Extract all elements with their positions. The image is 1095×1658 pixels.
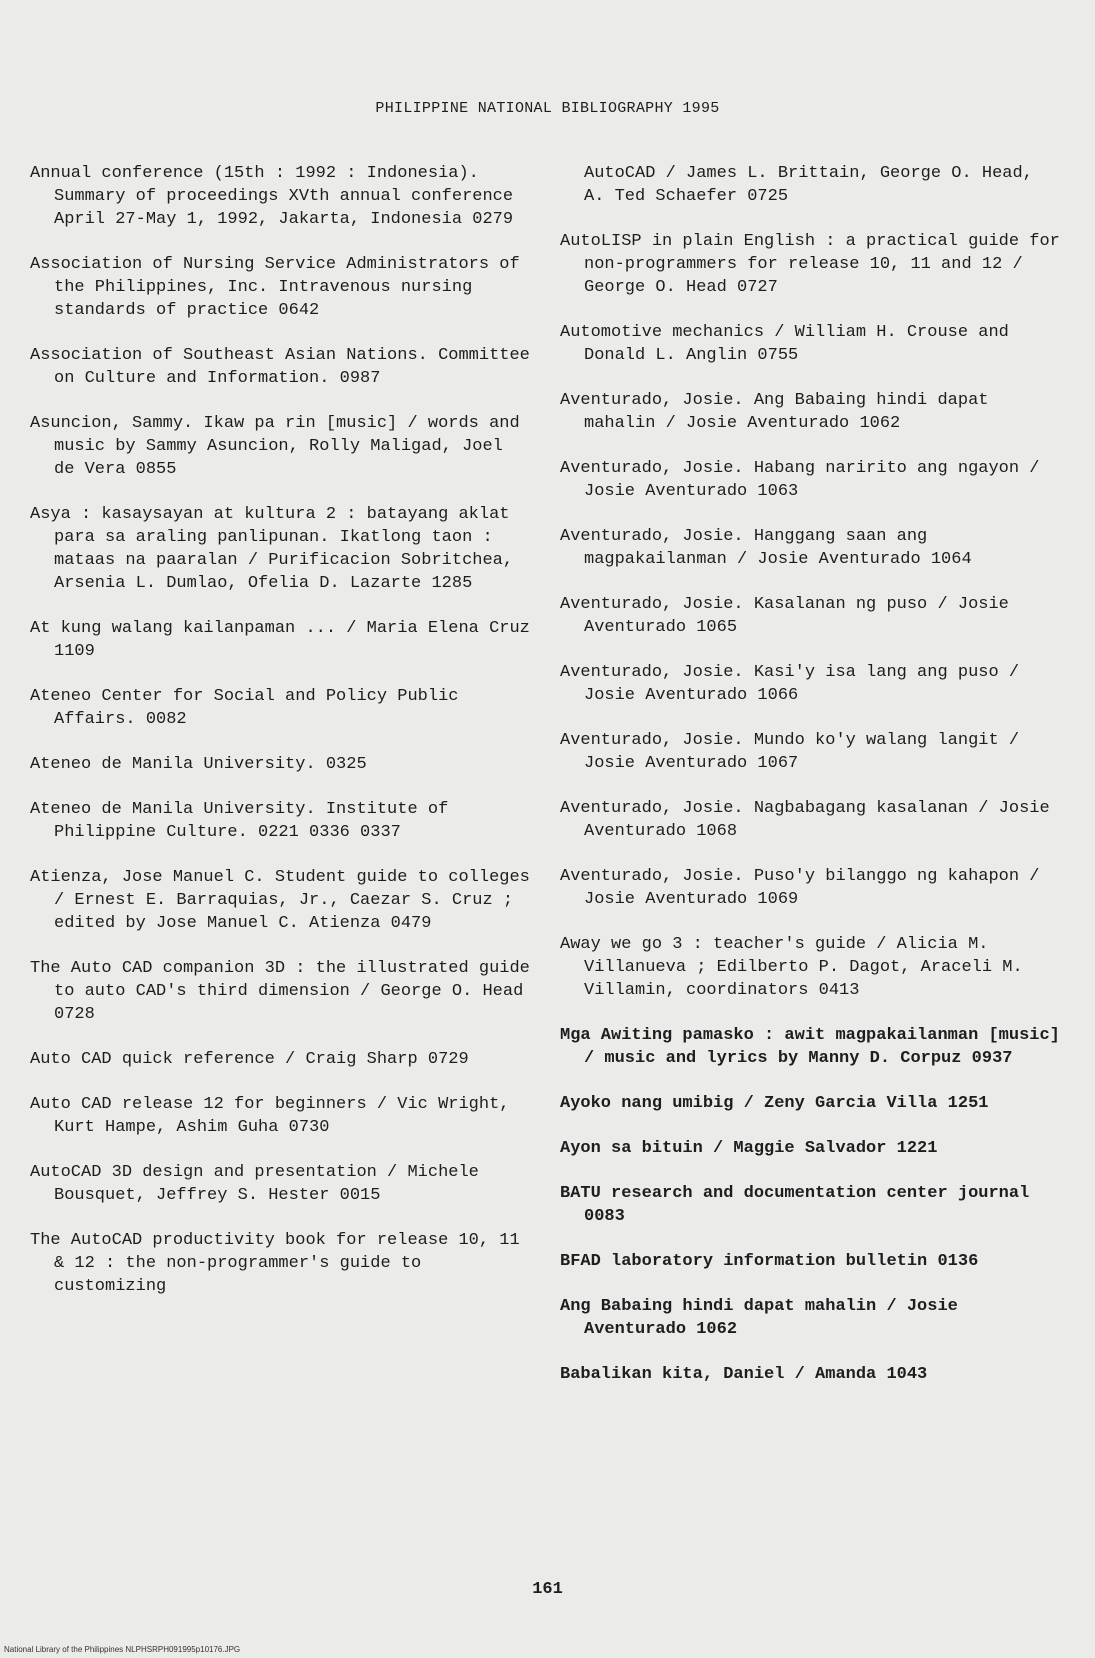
right-column — [560, 162, 1060, 1408]
bib-entry: The Auto CAD companion 3D : the illustrated guide to auto CAD's third dimension / George O. Head 0728 — [30, 959, 530, 1024]
page-number: 161 — [532, 1580, 563, 1599]
bib-entry-continued: AutoCAD / James L. Brittain, George O. Head, A. Ted Schaefer 0725 — [584, 164, 1033, 206]
left-column — [30, 162, 530, 1320]
bib-entry: BATU research and documentation center journal 0083 — [560, 1184, 1030, 1226]
bib-entry: AutoCAD 3D design and presentation / Michele Bousquet, Jeffrey S. Hester 0015 — [30, 1163, 479, 1205]
bib-entry: Annual conference (15th : 1992 : Indonesia). Summary of proceedings XVth annual conference April 27-May 1, 1992, Jakarta, Indonesia 0279 — [30, 164, 514, 229]
bib-entry: BFAD laboratory information bulletin 0136 — [560, 1252, 979, 1271]
scan-footer: National Library of the Philippines NLPHSRPH091995p10176.JPG — [4, 1645, 241, 1654]
bib-entry: Away we go 3 : teacher's guide / Alicia M. Villanueva ; Edilberto P. Dagot, Araceli M. Villamin, coordinators 0413 — [560, 935, 1023, 1000]
bib-entry: Association of Nursing Service Administrators of the Philippines, Inc. Intravenous nursing standards of practice 0642 — [30, 255, 520, 320]
bib-entry: Ateneo de Manila University. Institute of Philippine Culture. 0221 0336 0337 — [30, 800, 449, 842]
bib-entry: AutoLISP in plain English : a practical guide for non-programmers for release 10, 11 and 12 / George O. Head 0727 — [560, 232, 1060, 297]
bib-entry: Aventurado, Josie. Habang naririto ang ngayon / Josie Aventurado 1063 — [560, 459, 1040, 501]
bib-entry: Automotive mechanics / William H. Crouse and Donald L. Anglin 0755 — [560, 323, 1009, 365]
bib-entry: Asuncion, Sammy. Ikaw pa rin [music] / words and music by Sammy Asuncion, Rolly Maligad, Joel de Vera 0855 — [30, 414, 520, 479]
bib-entry: The AutoCAD productivity book for release 10, 11 & 12 : the non-programmer's guide to customizing — [30, 1231, 520, 1296]
bib-entry: Babalikan kita, Daniel / Amanda 1043 — [560, 1365, 928, 1384]
bib-entry: Aventurado, Josie. Kasalanan ng puso / Josie Aventurado 1065 — [560, 595, 1009, 637]
bib-entry: Aventurado, Josie. Ang Babaing hindi dapat mahalin / Josie Aventurado 1062 — [560, 391, 989, 433]
bib-entry: Ayon sa bituin / Maggie Salvador 1221 — [560, 1139, 938, 1158]
bib-entry: Ang Babaing hindi dapat mahalin / Josie Aventurado 1062 — [560, 1297, 958, 1339]
bib-entry: Aventurado, Josie. Nagbabagang kasalanan / Josie Aventurado 1068 — [560, 799, 1050, 841]
bib-entry: Aventurado, Josie. Puso'y bilanggo ng kahapon / Josie Aventurado 1069 — [560, 867, 1040, 909]
bib-entry: Auto CAD quick reference / Craig Sharp 0729 — [30, 1050, 469, 1069]
bib-entry: Ateneo de Manila University. 0325 — [30, 755, 367, 774]
bib-entry: Asya : kasaysayan at kultura 2 : batayang aklat para sa araling panlipunan. Ikatlong taon : mataas na paaralan / Purificacion Sobritchea, Arsenia L. Dumlao, Ofelia D. Lazarte 1285 — [30, 505, 514, 593]
bib-entry: Ayoko nang umibig / Zeny Garcia Villa 1251 — [560, 1094, 989, 1113]
bib-entry: Aventurado, Josie. Hanggang saan ang magpakailanman / Josie Aventurado 1064 — [560, 527, 972, 569]
page-header: PHILIPPINE NATIONAL BIBLIOGRAPHY 1995 — [375, 100, 720, 117]
bib-entry: At kung walang kailanpaman ... / Maria Elena Cruz 1109 — [30, 619, 530, 661]
bib-entry: Aventurado, Josie. Mundo ko'y walang langit / Josie Aventurado 1067 — [560, 731, 1020, 773]
bib-entry: Auto CAD release 12 for beginners / Vic Wright, Kurt Hampe, Ashim Guha 0730 — [30, 1095, 510, 1137]
bib-entry: Aventurado, Josie. Kasi'y isa lang ang puso / Josie Aventurado 1066 — [560, 663, 1020, 705]
bib-entry: Ateneo Center for Social and Policy Public Affairs. 0082 — [30, 687, 459, 729]
bib-entry: Atienza, Jose Manuel C. Student guide to colleges / Ernest E. Barraquias, Jr., Caezar S. Cruz ; edited by Jose Manuel C. Atienza 0479 — [30, 868, 530, 933]
bib-entry: Association of Southeast Asian Nations. Committee on Culture and Information. 0987 — [30, 346, 530, 388]
bib-entry: Mga Awiting pamasko : awit magpakailanman [music] / music and lyrics by Manny D. Corpuz 0937 — [560, 1026, 1060, 1068]
